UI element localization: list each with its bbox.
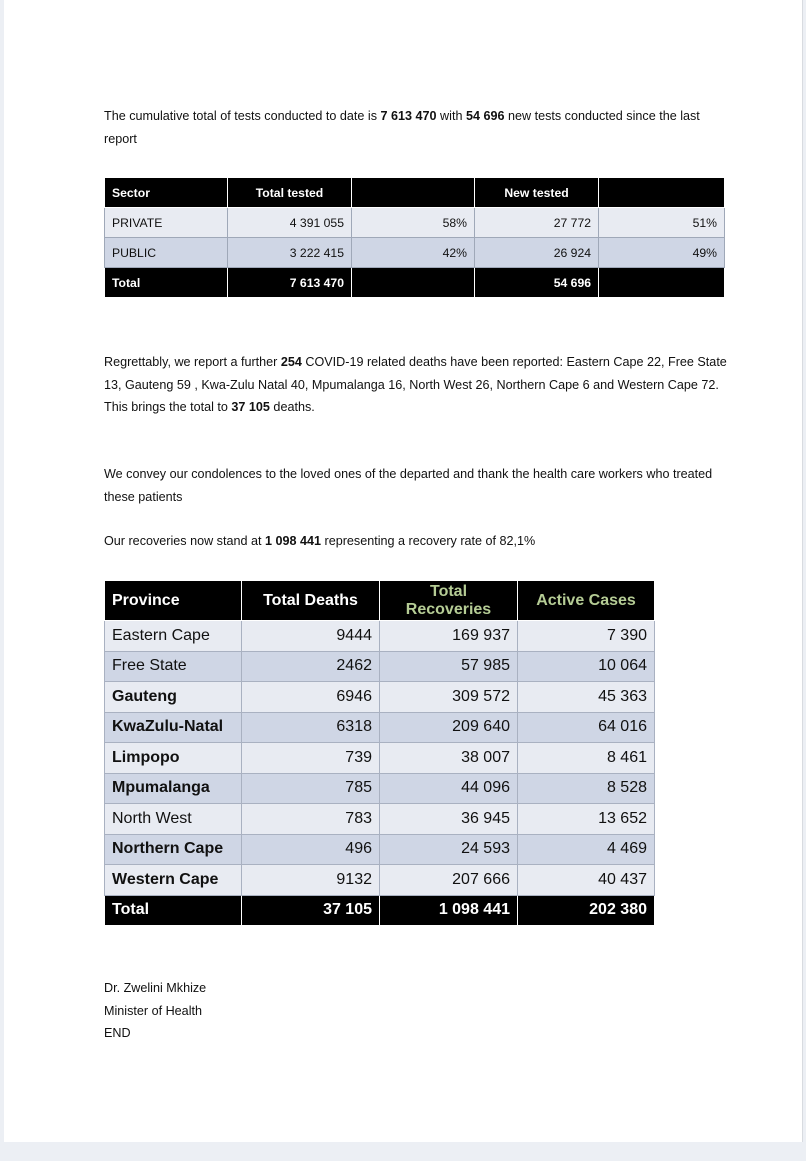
province-row [105,712,655,743]
sector-cell: PUBLIC [105,238,228,268]
province-row [105,682,655,713]
deaths-paragraph [104,351,734,419]
recoveries-cell: 209 640 [380,712,518,743]
total-tested-cell: 4 391 055 [228,208,352,238]
deaths-cell: 2462 [242,651,380,682]
total-tested-cell: 3 222 415 [228,238,352,268]
header-total-recoveries: Total Recoveries [380,581,518,621]
active-cases-cell: 40 437 [518,865,655,896]
recovery-count: 1 098 441 [265,534,322,548]
deaths-new-count: 254 [280,355,302,369]
province-cell: Gauteng [105,682,242,713]
total-pct-cell: 58% [352,208,475,238]
province-cell: Mpumalanga [105,773,242,804]
province-row [105,865,655,896]
province-cell: Free State [105,651,242,682]
new-tested-cell: 27 772 [475,208,599,238]
intro-text: new tests conducted since the last report [104,109,700,146]
tests-header-blank [352,178,475,208]
intro-new-tests: 54 696 [465,109,505,123]
total-recoveries-cell: 1 098 441 [380,895,518,926]
empty-cell [352,268,475,298]
tests-header-total: Total tested [228,178,352,208]
condolence-paragraph: We convey our condolences to the loved ones of the departed and thank the health care workers who treated these patients [104,467,713,504]
signature-block [104,977,206,1045]
recoveries-cell: 44 096 [380,773,518,804]
tests-header-new: New tested [475,178,599,208]
deaths-cell: 9132 [242,865,380,896]
intro-text: The cumulative total of tests conducted to date is [104,109,381,123]
province-table-header-row [105,581,655,621]
province-cell: Limpopo [105,743,242,774]
province-cell: Eastern Cape [105,621,242,652]
total-label-cell: Total [105,895,242,926]
province-row [105,651,655,682]
province-cell: Northern Cape [105,834,242,865]
province-table-total-row [105,895,655,926]
recovery-text: Our recoveries now stand at [104,534,265,548]
recoveries-cell: 57 985 [380,651,518,682]
province-cell: Western Cape [105,865,242,896]
tests-table [104,177,725,298]
tests-header-sector: Sector [105,178,228,208]
intro-text: with [436,109,466,123]
signature-name: Dr. Zwelini Mkhize [104,981,207,995]
active-cases-cell: 7 390 [518,621,655,652]
province-row [105,834,655,865]
total-active-cell: 202 380 [518,895,655,926]
recoveries-cell: 309 572 [380,682,518,713]
end-marker: END [104,1026,131,1040]
tests-table-row [105,208,725,238]
deaths-cell: 6946 [242,682,380,713]
deaths-text: Regrettably, we report a further [104,355,281,369]
header-active-cases: Active Cases [518,581,655,621]
recoveries-cell: 24 593 [380,834,518,865]
province-row [105,621,655,652]
active-cases-cell: 4 469 [518,834,655,865]
deaths-cell: 496 [242,834,380,865]
empty-cell [599,268,725,298]
new-tested-sum-cell: 54 696 [475,268,599,298]
deaths-cell: 739 [242,743,380,774]
deaths-cell: 785 [242,773,380,804]
intro-total-tests: 7 613 470 [380,109,437,123]
deaths-cell: 783 [242,804,380,835]
active-cases-cell: 10 064 [518,651,655,682]
signature-title: Minister of Health [104,1003,202,1018]
total-pct-cell: 42% [352,238,475,268]
deaths-text: COVID-19 related deaths have been reported: Eastern Cape 22, Free State 13, Gauteng 59 , Kwa-Zulu Natal 40, Mpumalanga 16, North West 26, Northern Cape 6 and Western Cape 72. This brings the total to [104,355,727,414]
recovery-text: representing a recovery rate of 82,1% [321,534,536,548]
new-pct-cell: 51% [599,208,725,238]
tests-table-total-row [105,268,725,298]
recovery-paragraph [104,530,734,553]
active-cases-cell: 45 363 [518,682,655,713]
recoveries-cell: 36 945 [380,804,518,835]
province-row [105,804,655,835]
deaths-text: deaths. [269,400,315,414]
recoveries-cell: 169 937 [380,621,518,652]
active-cases-cell: 8 461 [518,743,655,774]
recoveries-cell: 38 007 [380,743,518,774]
active-cases-cell: 8 528 [518,773,655,804]
tests-intro-paragraph [104,105,734,150]
document-page [4,0,803,1142]
province-cell: KwaZulu-Natal [105,712,242,743]
recoveries-cell: 207 666 [380,865,518,896]
sector-cell: PRIVATE [105,208,228,238]
province-row [105,773,655,804]
tests-table-row [105,238,725,268]
deaths-total: 37 105 [231,400,270,414]
province-table [104,580,655,926]
province-row [105,743,655,774]
active-cases-cell: 13 652 [518,804,655,835]
tests-header-blank [599,178,725,208]
total-label-cell: Total [105,268,228,298]
new-tested-cell: 26 924 [475,238,599,268]
tests-table-header-row [105,178,725,208]
header-total-deaths: Total Deaths [242,581,380,621]
new-pct-cell: 49% [599,238,725,268]
deaths-cell: 6318 [242,712,380,743]
province-cell: North West [105,804,242,835]
deaths-cell: 9444 [242,621,380,652]
active-cases-cell: 64 016 [518,712,655,743]
total-deaths-cell: 37 105 [242,895,380,926]
header-province: Province [105,581,242,621]
total-tested-sum-cell: 7 613 470 [228,268,352,298]
